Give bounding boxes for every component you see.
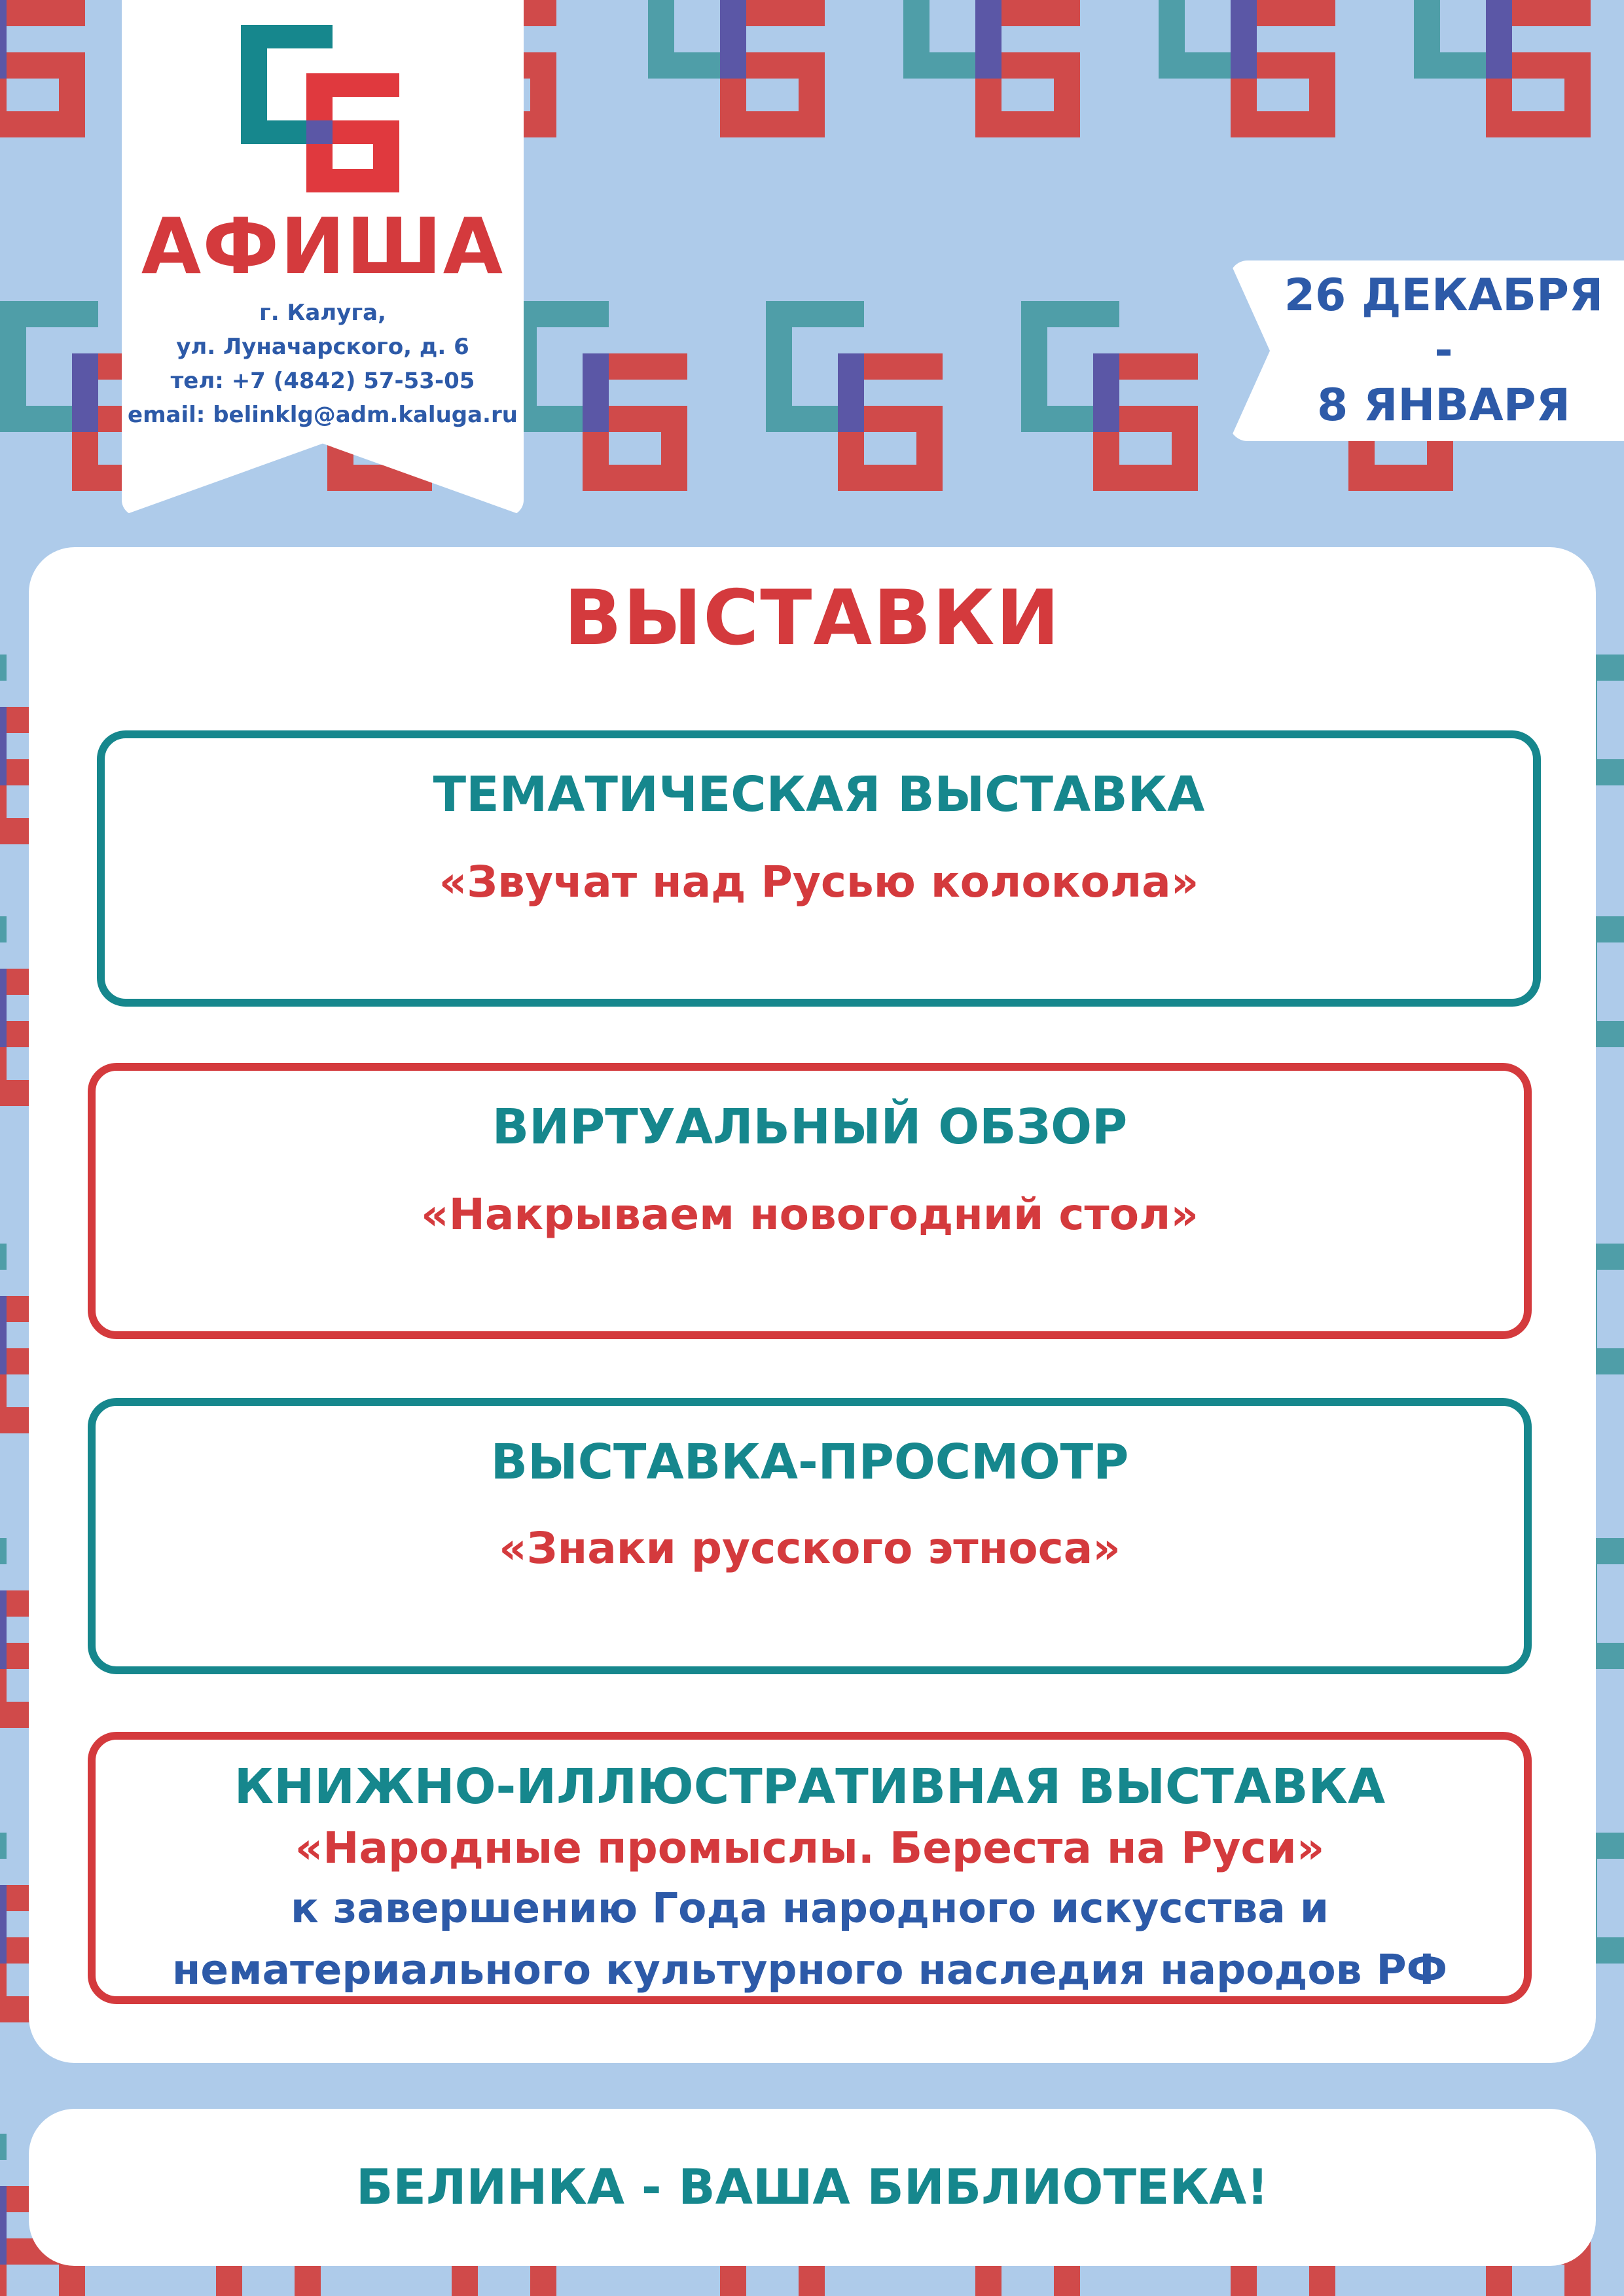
exhibition-name: «Накрываем новогодний стол» — [420, 1189, 1199, 1240]
phone[interactable]: тел: +7 (4842) 57-53-05 — [170, 368, 475, 394]
exhibition-card-1 — [97, 730, 1541, 1007]
exhibition-type: КНИЖНО-ИЛЛЮСТРАТИВНАЯ ВЫСТАВКА — [234, 1759, 1386, 1815]
section-title: ВЫСТАВКИ — [564, 574, 1061, 662]
exhibition-note-line-2: нематериального культурного наследия народов РФ — [171, 1946, 1448, 1994]
exhibition-card-2 — [88, 1063, 1532, 1339]
pattern-logo-icon — [0, 0, 85, 137]
date-range — [1263, 268, 1624, 433]
exhibition-note-line-1: к завершению Года народного искусства и — [291, 1884, 1329, 1932]
exhibition-type: ВЫСТАВКА-ПРОСМОТР — [490, 1434, 1129, 1490]
pattern-logo-icon — [1021, 301, 1198, 491]
pattern-logo-icon — [648, 0, 825, 137]
exhibition-name: «Народные промыслы. Береста на Руси» — [295, 1823, 1325, 1873]
exhibition-card-3 — [88, 1398, 1532, 1674]
exhibition-name: «Звучат над Русью колокола» — [439, 857, 1199, 907]
email[interactable]: email: belinklg@adm.kaluga.ru — [128, 402, 518, 428]
library-logo — [241, 25, 399, 192]
address-city: г. Калуга, — [259, 300, 386, 326]
exhibition-type: ТЕМАТИЧЕСКАЯ ВЫСТАВКА — [433, 766, 1205, 823]
pattern-logo-icon — [903, 0, 1080, 137]
footer-slogan: БЕЛИНКА - ВАША БИБЛИОТЕКА! — [356, 2159, 1269, 2215]
date-start: 26 ДЕКАБРЯ — [1284, 270, 1604, 321]
pattern-logo-icon — [1159, 0, 1335, 137]
date-separator: - — [1434, 325, 1453, 376]
exhibition-card-4 — [88, 1732, 1532, 2004]
pattern-logo-icon — [766, 301, 943, 491]
pattern-logo-icon — [1414, 0, 1591, 137]
address-street: ул. Луначарского, д. 6 — [176, 334, 469, 360]
pattern-logo-icon — [511, 301, 687, 491]
poster-title: АФИША — [141, 201, 505, 291]
contact-info — [122, 296, 524, 432]
exhibition-type: ВИРТУАЛЬНЫЙ ОБЗОР — [492, 1099, 1128, 1155]
date-end: 8 ЯНВАРЯ — [1317, 380, 1570, 431]
exhibition-name: «Знаки русского этноса» — [499, 1523, 1121, 1573]
